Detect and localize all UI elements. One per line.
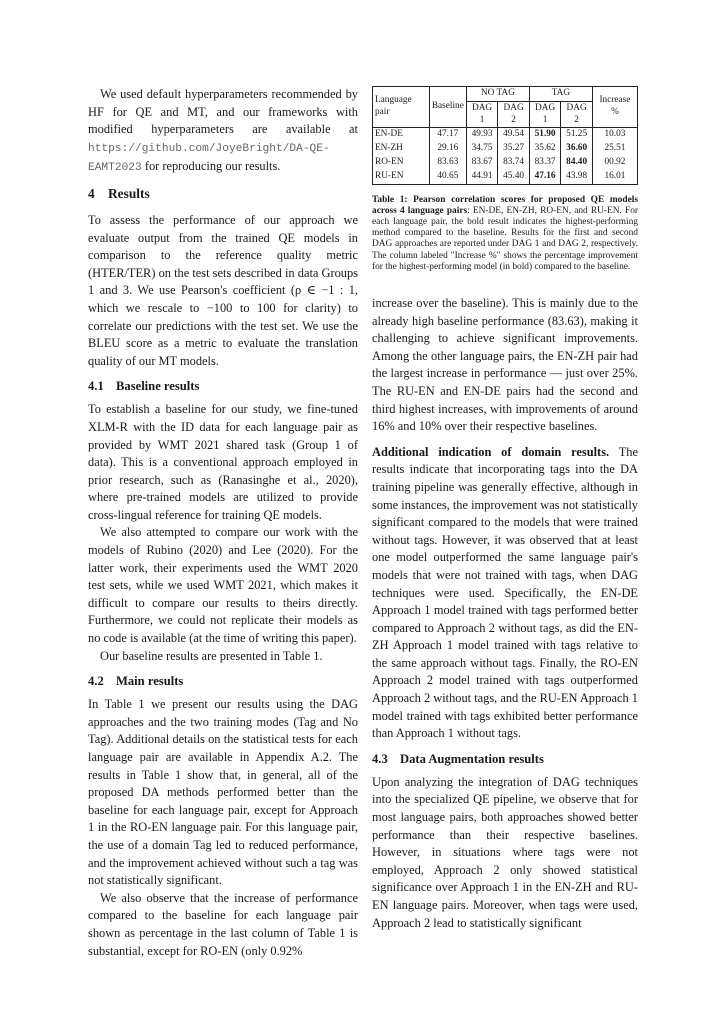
paragraph-comparison: We also attempted to compare our work with the models of Rubino (2020) and Lee (2020). For the latter work, their experiments used the WMT 2020 test sets, while we used WMT 2021, which makes it difficult to compare our results to theirs directly. Furthermore, we could not replicate their models as no code is available (at the time of writing this paper). bbox=[88, 525, 358, 646]
header-no-tag-dag1: DAG 1 bbox=[466, 101, 498, 128]
header-no-tag: NO TAG bbox=[466, 87, 529, 102]
paragraph-domain-results: Additional indication of domain results. The results indicate that incorporating tags into the DA training pipeline was generally effective, although in some instances, the improvement was not statistically significant compared to the models that were trained without tags. However, it was observed that at least one model outperformed the same language pair's models that were not trained with tags, when DAG techniques were used. Specifically, the EN-DE Approach 1 model trained with tags performed better compared to Approach 2 without tags, as did the EN-ZH Approach 1 model trained with tags relative to the same approach without tags. Finally, the RO-EN Approach 2 model trained with tags outperformed Approach 2 without tags, and the RU-EN Approach 1 model trained with tags exhibited better performance than Approach 1 without tags. bbox=[372, 444, 638, 741]
repository-link[interactable]: https://github.com/JoyeBright/DA-QE-EAMT2023 bbox=[88, 142, 330, 175]
paragraph-baseline: To establish a baseline for our study, we fine-tuned XLM-R with the ID data for each language pair as provided by WMT 2021 shared task (Group 1 of data). This is a conventional approach employed in prior research, such as (Ranasinghe et al., 2020), where pre-trained models are utilized to provide cross-lingual reference for training QE models. bbox=[88, 402, 358, 522]
left-column bbox=[88, 86, 358, 960]
paragraph-increase: We also observe that the increase of performance compared to the baseline for each language pair shown as percentage in the last column of Table 1 is substantial, except for RO-EN (only 0.92% bbox=[88, 890, 358, 958]
paragraph-data-augmentation: Upon analyzing the integration of DAG techniques into the specialized QE pipeline, we observe that for most language pairs, both approaches showed better performance than their respective baselines. However, in situations where tags were not employed, Approach 2 only showed statistical significance over Approach 1 in the EN-ZH and RU-EN language pairs. Moreover, when tags were used, Approach 2 lead to statistically significant bbox=[372, 774, 638, 930]
paragraph-baseline-table-ref: Our baseline results are presented in Table 1. bbox=[100, 648, 323, 663]
paragraph-main-results: In Table 1 we present our results using the DAG approaches and the two training modes (Tag and No Tag). Additional details on the statistical tests for each language pair are available in Appendix A.2. The results in Table 1 show that, in general, all of the proposed DA methods performed better than the baseline for each language pair, except for Approach 1 in the RO-EN language pair. For this language pair, the use of a domain Tag led to reduced performance, and the improvement achieved without such a tag was not statistically significant. bbox=[88, 697, 358, 888]
table-row: EN-DE 47.17 49.93 49.54 51.90 51.25 10.03 bbox=[373, 128, 638, 142]
header-tag-dag2: DAG 2 bbox=[561, 101, 593, 128]
table-row: RU-EN 40.65 44.91 45.40 47.16 43.98 16.01 bbox=[373, 170, 638, 184]
subsection-heading-main-results: 4.2 Main results bbox=[88, 674, 184, 689]
header-increase: Increase % bbox=[592, 87, 637, 128]
paragraph-hyperparameters: We used default hyperparameters recommended by HF for QE and MT, and our frameworks with modified hyperparameters are available at https://github.com/JoyeBright/DA-QE-EAMT2023 for reproducing our results. bbox=[88, 87, 358, 175]
table-row: RO-EN 83.63 83.67 83.74 83.37 84.40 00.92 bbox=[373, 156, 638, 170]
table-row: EN-ZH 29.16 34.75 35.27 35.62 36.60 25.51 bbox=[373, 142, 638, 156]
paragraph-increase-continued: increase over the baseline). This is mainly due to the already high baseline performance (83.63), making it challenging to achieve significant improvements. Among the other language pairs, the EN-ZH pair had the largest increase in performance — just over 25%. The RU-EN and EN-DE pairs had the second and third highest increases, with improvements of around 16% and 10% over their respective baselines. bbox=[372, 296, 638, 434]
header-tag-dag1: DAG 1 bbox=[529, 101, 561, 128]
header-baseline: Baseline bbox=[429, 87, 466, 128]
header-no-tag-dag2: DAG 2 bbox=[498, 101, 530, 128]
subsection-heading-data-augmentation: 4.3 Data Augmentation results bbox=[372, 751, 544, 766]
header-tag: TAG bbox=[529, 87, 592, 102]
right-column bbox=[372, 86, 638, 932]
subsection-heading-baseline: 4.1 Baseline results bbox=[88, 379, 200, 394]
table-caption: Table 1: Pearson correlation scores for proposed QE models across 4 language pairs: EN-DE, EN-ZH, RO-EN, and RU-EN. For each language pair, the bold result indicates the highest-performing method compared to the baseline. Results for the first and second DAG approaches are reported under DAG 1 and DAG 2, respectively. The column labeled "Increase %" shows the percentage improvement for the highest-performing model (in bold) compared to the baseline. bbox=[372, 194, 638, 272]
header-language-pair: Language pair bbox=[373, 87, 430, 128]
section-heading-results: 4 Results bbox=[88, 185, 150, 201]
paragraph-results-intro: To assess the performance of our approach we evaluate output from the trained QE models in comparison to the reference quality metric (HTER/TER) on the test sets described in data Groups 1 and 3. We use Pearson's coefficient (ρ ∈ −1 : 1, which we rescale to −100 to 100 for clarity) to correlate our predictions with the test set. We use the BLEU score as a metric to evaluate the translation quality of our MT models. bbox=[88, 212, 358, 368]
results-table bbox=[372, 86, 638, 185]
